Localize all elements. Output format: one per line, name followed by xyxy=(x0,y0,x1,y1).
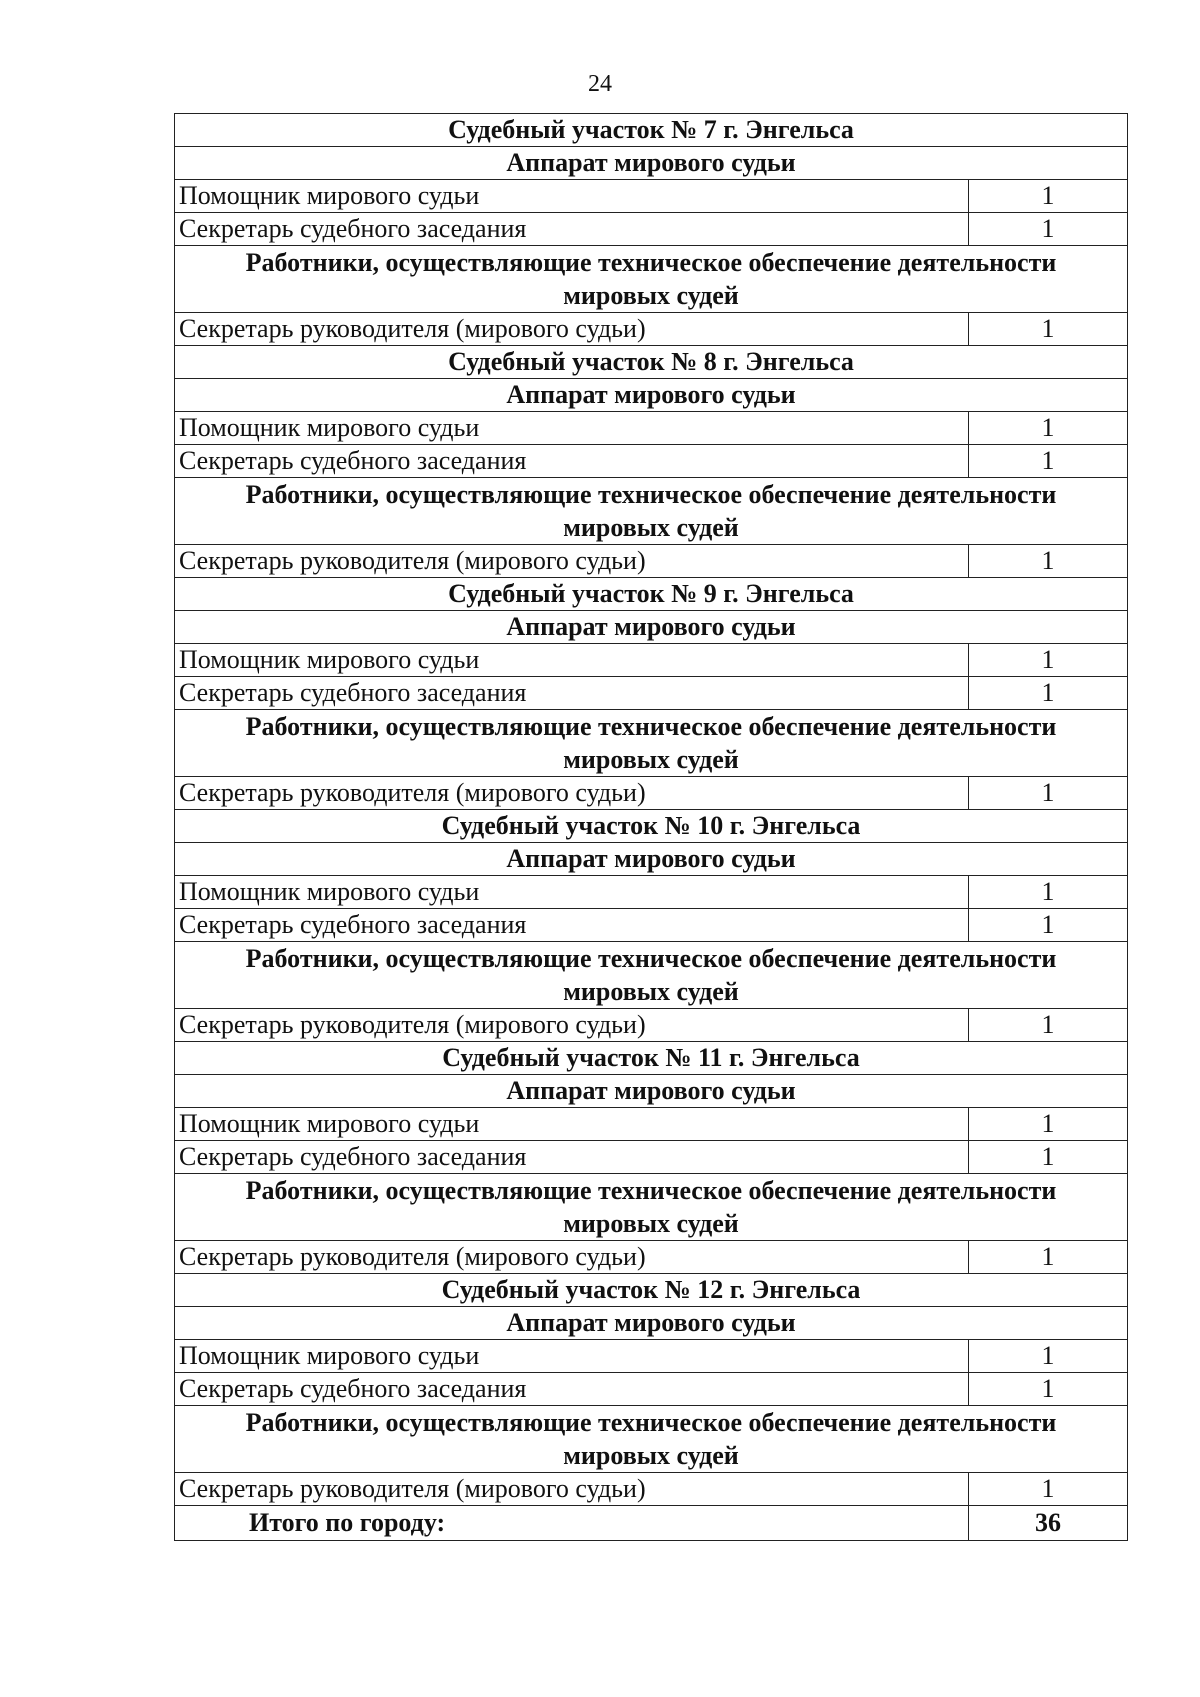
tech-staff-header: Работники, осуществляющие техническое обеспечение деятельности мировых судей xyxy=(175,478,1128,545)
table-row xyxy=(175,1241,1128,1274)
position-name: Секретарь руководителя (мирового судьи) xyxy=(175,313,969,346)
apparatus-header: Аппарат мирового судьи xyxy=(175,379,1128,412)
table-row xyxy=(175,1340,1128,1373)
table-row xyxy=(175,412,1128,445)
apparatus-header-row xyxy=(175,843,1128,876)
apparatus-header: Аппарат мирового судьи xyxy=(175,611,1128,644)
position-count: 1 xyxy=(969,1141,1128,1174)
total-label: Итого по городу: xyxy=(175,1506,969,1541)
tech-staff-header: Работники, осуществляющие техническое обеспечение деятельности мировых судей xyxy=(175,246,1128,313)
position-name: Секретарь руководителя (мирового судьи) xyxy=(175,1009,969,1042)
position-name: Секретарь судебного заседания xyxy=(175,909,969,942)
table-row xyxy=(175,445,1128,478)
plot-title: Судебный участок № 10 г. Энгельса xyxy=(175,810,1128,843)
page-number: 24 xyxy=(588,71,612,97)
plot-title-row xyxy=(175,346,1128,379)
table-row xyxy=(175,1108,1128,1141)
apparatus-header: Аппарат мирового судьи xyxy=(175,1307,1128,1340)
position-count: 1 xyxy=(969,545,1128,578)
position-count: 1 xyxy=(969,1009,1128,1042)
position-count: 1 xyxy=(969,1340,1128,1373)
plot-title-row xyxy=(175,1042,1128,1075)
position-name: Помощник мирового судьи xyxy=(175,1340,969,1373)
table-row xyxy=(175,644,1128,677)
total-row xyxy=(175,1506,1128,1541)
table-row xyxy=(175,1373,1128,1406)
plot-title: Судебный участок № 7 г. Энгельса xyxy=(175,114,1128,147)
position-count: 1 xyxy=(969,1373,1128,1406)
position-name: Секретарь судебного заседания xyxy=(175,445,969,478)
apparatus-header: Аппарат мирового судьи xyxy=(175,843,1128,876)
table-row xyxy=(175,213,1128,246)
apparatus-header-row xyxy=(175,147,1128,180)
position-count: 1 xyxy=(969,644,1128,677)
plot-title-row xyxy=(175,578,1128,611)
staffing-table xyxy=(174,113,1128,1541)
position-name: Секретарь судебного заседания xyxy=(175,1141,969,1174)
position-name: Помощник мирового судьи xyxy=(175,180,969,213)
position-count: 1 xyxy=(969,677,1128,710)
position-name: Помощник мирового судьи xyxy=(175,644,969,677)
tech-staff-header: Работники, осуществляющие техническое обеспечение деятельности мировых судей xyxy=(175,1174,1128,1241)
tech-header-row xyxy=(175,1406,1128,1473)
position-name: Помощник мирового судьи xyxy=(175,412,969,445)
position-name: Секретарь судебного заседания xyxy=(175,213,969,246)
plot-title: Судебный участок № 9 г. Энгельса xyxy=(175,578,1128,611)
tech-header-row xyxy=(175,942,1128,1009)
tech-staff-header: Работники, осуществляющие техническое обеспечение деятельности мировых судей xyxy=(175,942,1128,1009)
position-count: 1 xyxy=(969,313,1128,346)
apparatus-header-row xyxy=(175,379,1128,412)
table-row xyxy=(175,876,1128,909)
position-count: 1 xyxy=(969,180,1128,213)
position-name: Помощник мирового судьи xyxy=(175,876,969,909)
table-row xyxy=(175,1009,1128,1042)
apparatus-header: Аппарат мирового судьи xyxy=(175,1075,1128,1108)
apparatus-header: Аппарат мирового судьи xyxy=(175,147,1128,180)
apparatus-header-row xyxy=(175,1075,1128,1108)
position-name: Секретарь руководителя (мирового судьи) xyxy=(175,1473,969,1506)
position-count: 1 xyxy=(969,909,1128,942)
position-name: Секретарь судебного заседания xyxy=(175,677,969,710)
table-row xyxy=(175,313,1128,346)
table-row xyxy=(175,1473,1128,1506)
table-row xyxy=(175,677,1128,710)
position-count: 1 xyxy=(969,412,1128,445)
table-row xyxy=(175,545,1128,578)
tech-staff-header: Работники, осуществляющие техническое обеспечение деятельности мировых судей xyxy=(175,1406,1128,1473)
total-value: 36 xyxy=(969,1506,1128,1541)
position-name: Секретарь руководителя (мирового судьи) xyxy=(175,545,969,578)
position-count: 1 xyxy=(969,876,1128,909)
position-name: Секретарь руководителя (мирового судьи) xyxy=(175,1241,969,1274)
table-row xyxy=(175,180,1128,213)
position-name: Секретарь руководителя (мирового судьи) xyxy=(175,777,969,810)
tech-header-row xyxy=(175,246,1128,313)
position-count: 1 xyxy=(969,213,1128,246)
plot-title: Судебный участок № 11 г. Энгельса xyxy=(175,1042,1128,1075)
position-count: 1 xyxy=(969,1473,1128,1506)
position-count: 1 xyxy=(969,1108,1128,1141)
plot-title: Судебный участок № 8 г. Энгельса xyxy=(175,346,1128,379)
position-name: Помощник мирового судьи xyxy=(175,1108,969,1141)
table-row xyxy=(175,1141,1128,1174)
plot-title-row xyxy=(175,1274,1128,1307)
apparatus-header-row xyxy=(175,1307,1128,1340)
tech-staff-header: Работники, осуществляющие техническое обеспечение деятельности мировых судей xyxy=(175,710,1128,777)
plot-title-row xyxy=(175,810,1128,843)
position-count: 1 xyxy=(969,777,1128,810)
position-count: 1 xyxy=(969,445,1128,478)
tech-header-row xyxy=(175,1174,1128,1241)
table-row xyxy=(175,777,1128,810)
tech-header-row xyxy=(175,710,1128,777)
tech-header-row xyxy=(175,478,1128,545)
position-name: Секретарь судебного заседания xyxy=(175,1373,969,1406)
apparatus-header-row xyxy=(175,611,1128,644)
table-row xyxy=(175,909,1128,942)
position-count: 1 xyxy=(969,1241,1128,1274)
plot-title-row xyxy=(175,114,1128,147)
plot-title: Судебный участок № 12 г. Энгельса xyxy=(175,1274,1128,1307)
